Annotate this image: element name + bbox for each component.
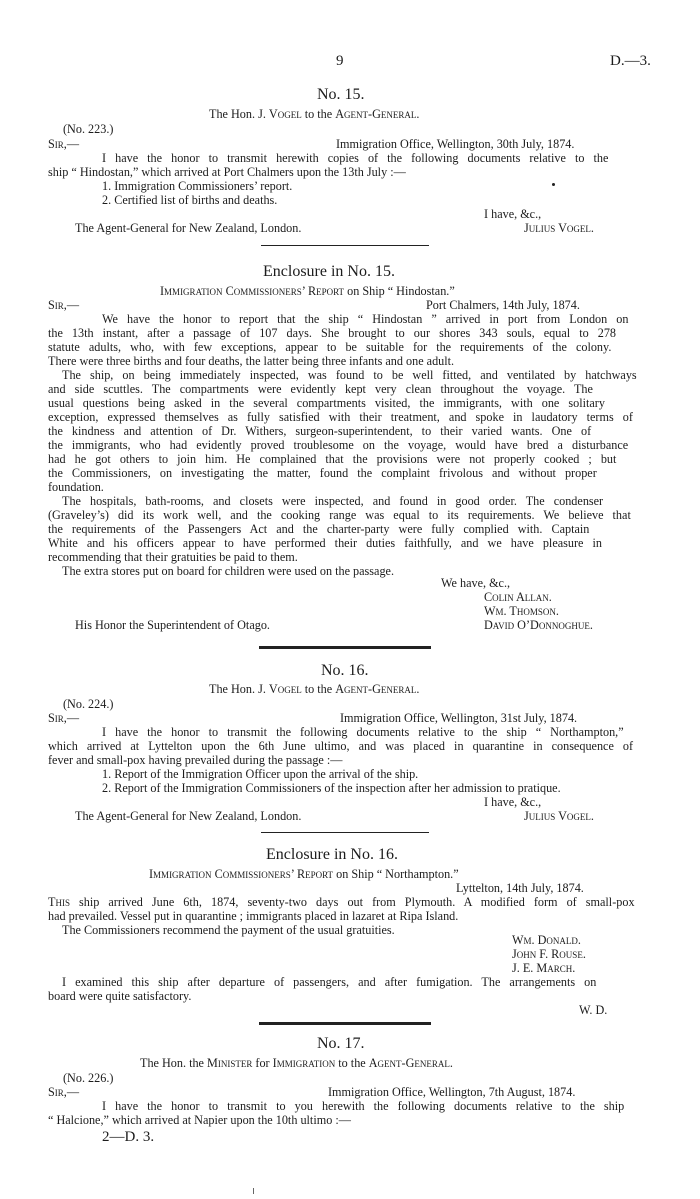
enclosure-16-body-line: The Commissioners recommend the payment of the usual gratuities. (62, 923, 395, 937)
enclosure-15-heading: Enclosure in No. 15. (263, 263, 395, 280)
enclosure-16-signatory: J. E. March. (512, 961, 576, 975)
enclosure-15-paragraph-line: had he got others to join him. He complained that the provisions were not properly cooked ; but (48, 452, 617, 466)
letter-15-body-line: ship “ Hindostan,” which arrived at Port Chalmers upon the 13th July :— (48, 165, 406, 179)
letter-15-heading: No. 15. (317, 86, 365, 103)
enclosure-16-body-line: This ship arrived June 6th, 1874, seventy-two days out from Plymouth. A modified form of small-pox (48, 895, 635, 909)
letter-16-closing: I have, &c., (484, 795, 542, 809)
enclosure-16-body-line: had prevailed. Vessel put in quarantine ; immigrants placed in lazaret at Ripa Island. (48, 909, 459, 923)
enclosure-15-paragraph-line: recommending that their gratuities be paid to them. (48, 550, 298, 564)
letter-16-body-line: which arrived at Lyttelton upon the 6th June ultimo, and was placed in quarantine in consequence of (48, 739, 634, 753)
letter-15-addressee: The Agent-General for New Zealand, London. (75, 221, 302, 235)
enclosure-15-addressee: His Honor the Superintendent of Otago. (75, 618, 270, 632)
letter-17-body-line: I have the honor to transmit to you herewith the following documents relative to the ship (102, 1099, 625, 1113)
enclosure-15-paragraph-line: foundation. (48, 480, 104, 494)
enclosure-15-paragraph-line: the immigrants, who had evidently proved troublesome on the voyage, would have bred a disturbance (48, 438, 629, 452)
enclosure-15-paragraph-line: The hospitals, bath-rooms, and closets were inspected, and found in good order. The condenser (62, 494, 604, 508)
letter-15-ref: (No. 223.) (63, 122, 114, 136)
sheet-signature: 2—D. 3. (102, 1129, 155, 1145)
enclosure-15-paragraph-line: the requirements of the Passengers Act and the charter-party were fully complied with. Captain (48, 522, 590, 536)
enclosure-15-paragraph-line: the 13th instant, after a passage of 107 days. She brought to our shores 343 souls, equal to 278 (48, 326, 617, 340)
letter-16-subheading: The Hon. J. Vogel to the Agent-General. (209, 682, 420, 696)
letter-16-body-line: I have the honor to transmit the following documents relative to the ship “ Northampton,” (102, 725, 624, 739)
enclosure-16-signatory: Wm. Donald. (512, 933, 581, 947)
letter-17-ref: (No. 226.) (63, 1071, 114, 1085)
enclosure-16-heading: Enclosure in No. 16. (266, 846, 398, 863)
enclosure-15-paragraph-line: usual questions being asked in the several compartments visited, the immigrants, with one solitary (48, 396, 605, 410)
letter-15-subheading: The Hon. J. Vogel to the Agent-General. (209, 107, 420, 121)
enclosure-15-paragraph-line: statute adults, who, with few exceptions, appear to be suitable for the requirements of the colony. (48, 340, 612, 354)
letter-16-list-item: 2. Report of the Immigration Commissioners of the inspection after her admission to pratique. (102, 781, 561, 795)
letter-17-salutation: Sir,— (48, 1085, 80, 1099)
letter-17-dateline: Immigration Office, Wellington, 7th August, 1874. (328, 1085, 576, 1099)
letter-16-signature: Julius Vogel. (524, 809, 594, 823)
section-divider (259, 646, 431, 649)
enclosure-16-initials: W. D. (579, 1003, 608, 1017)
letter-16-ref: (No. 224.) (63, 697, 114, 711)
enclosure-15-dateline: Port Chalmers, 14th July, 1874. (426, 298, 580, 312)
enclosure-15-subheading: Immigration Commissioners’ Report on Ship “ Hindostan.” (160, 284, 455, 298)
letter-16-list-item: 1. Report of the Immigration Officer upon the arrival of the ship. (102, 767, 419, 781)
enclosure-15-signatory: David O’Donnoghue. (484, 618, 593, 632)
letter-15-body-line: I have the honor to transmit herewith copies of the following documents relative to the (102, 151, 609, 165)
enclosure-16-note-line: board were quite satisfactory. (48, 989, 192, 1003)
enclosure-15-paragraph-line: The extra stores put on board for children were used on the passage. (62, 564, 394, 578)
letter-17-subheading: The Hon. the Minister for Immigration to the Agent-General. (140, 1056, 453, 1070)
letter-17-body-line: “ Halcione,” which arrived at Napier upon the 10th ultimo :— (48, 1113, 351, 1127)
letter-15-dateline: Immigration Office, Wellington, 30th July, 1874. (336, 137, 575, 151)
enclosure-15-paragraph-line: We have the honor to report that the ship “ Hindostan ” arrived in port from London on (102, 312, 629, 326)
enclosure-15-signatory: Colin Allan. (484, 590, 552, 604)
letter-15-list-item: 2. Certified list of births and deaths. (102, 193, 278, 207)
letter-17-heading: No. 17. (317, 1035, 365, 1052)
section-divider (261, 245, 429, 246)
enclosure-15-salutation: Sir,— (48, 298, 80, 312)
enclosure-15-paragraph-line: the kindness and attention of Dr. Withers, surgeon-superintendent, to their varied wants. One of (48, 424, 592, 438)
enclosure-15-paragraph-line: There were three births and four deaths, the latter being three infants and one adult. (48, 354, 455, 368)
letter-16-dateline: Immigration Office, Wellington, 31st July, 1874. (340, 711, 578, 725)
ink-speck (552, 183, 555, 186)
enclosure-16-signatory: John F. Rouse. (512, 947, 586, 961)
enclosure-16-dateline: Lyttelton, 14th July, 1874. (456, 881, 584, 895)
enclosure-15-paragraph-line: exception, expressed themselves as fully satisfied with their treatment, and spoke in laudatory terms of (48, 410, 633, 424)
enclosure-15-paragraph-line: the Commissioners, on investigating the matter, found the complaint frivolous and without proper (48, 466, 597, 480)
letter-16-addressee: The Agent-General for New Zealand, London. (75, 809, 302, 823)
letter-16-heading: No. 16. (321, 662, 369, 679)
section-divider (261, 832, 429, 833)
letter-15-salutation: Sir,— (48, 137, 80, 151)
enclosure-15-signatory: Wm. Thomson. (484, 604, 559, 618)
section-divider (259, 1022, 431, 1025)
page-number: 9 (336, 53, 344, 69)
letter-16-body-line: fever and small-pox having prevailed during the passage :— (48, 753, 343, 767)
letter-16-salutation: Sir,— (48, 711, 80, 725)
letter-15-signature: Julius Vogel. (524, 221, 594, 235)
enclosure-15-paragraph-line: and side scuttles. The compartments were evidently kept very clean throughout the voyage. The (48, 382, 593, 396)
ink-mark (253, 1188, 254, 1194)
letter-15-list-item: 1. Immigration Commissioners’ report. (102, 179, 293, 193)
enclosure-15-paragraph-line: (Graveley’s) did its work well, and the cooking range was equal to its requirements. We believe that (48, 508, 631, 522)
document-reference: D.—3. (610, 53, 651, 69)
enclosure-15-paragraph-line: The ship, on being immediately inspected, was found to be well fitted, and ventilated by hatchways (62, 368, 637, 382)
enclosure-16-subheading: Immigration Commissioners’ Report on Ship “ Northampton.” (149, 867, 459, 881)
enclosure-16-note-line: I examined this ship after departure of passengers, and after fumigation. The arrangements on (62, 975, 597, 989)
enclosure-15-closing: We have, &c., (441, 576, 511, 590)
enclosure-15-paragraph-line: White and his officers appear to have performed their duties faithfully, and we have pleasure in (48, 536, 602, 550)
letter-15-closing: I have, &c., (484, 207, 542, 221)
